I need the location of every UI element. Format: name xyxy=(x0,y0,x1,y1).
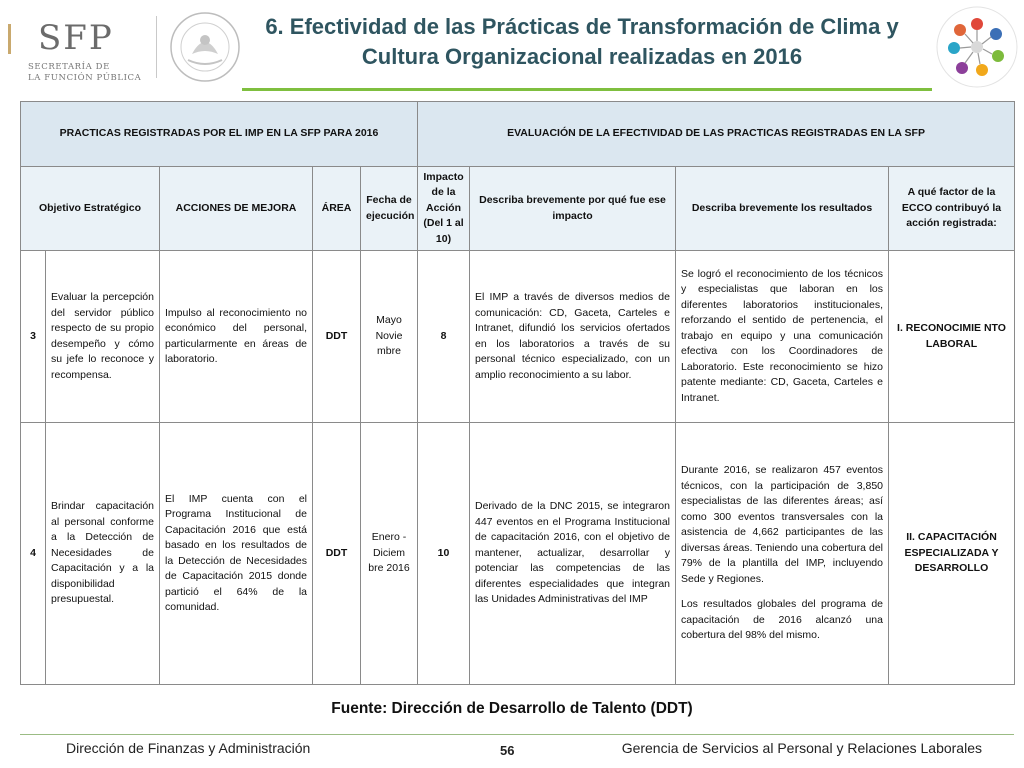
title-underline xyxy=(242,88,932,91)
row-fecha: Enero - Diciem bre 2016 xyxy=(361,423,418,685)
national-seal-icon xyxy=(168,10,242,84)
sfp-logo xyxy=(8,18,148,88)
row-resultados xyxy=(676,251,889,423)
col-header-acciones: ACCIONES DE MEJORA xyxy=(160,167,313,251)
row-factor: I. RECONOCIMIE NTO LABORAL xyxy=(889,251,1015,423)
column-header-row xyxy=(21,167,1015,251)
col-header-resultados: Describa brevemente los resultados xyxy=(676,167,889,251)
row-impacto: 10 xyxy=(418,423,470,685)
row-area: DDT xyxy=(313,251,361,423)
page-title xyxy=(262,12,902,72)
logo-accent xyxy=(8,24,33,54)
header-divider xyxy=(156,16,157,78)
footer-right: Gerencia de Servicios al Personal y Relaciones Laborales xyxy=(621,740,982,756)
row-number: 3 xyxy=(21,251,46,423)
row-objetivo: Evaluar la percepción del servidor público respecto de su propio desempeño y cómo su jefe lo reconoce y recompensa. xyxy=(46,251,160,423)
col-header-objetivo: Objetivo Estratégico xyxy=(21,167,160,251)
footer-divider xyxy=(20,734,1014,735)
col-header-area: ÁREA xyxy=(313,167,361,251)
logo-sub-line-2: LA FUNCIÓN PÚBLICA xyxy=(28,73,142,83)
col-header-impacto: Impacto de la Acción (Del 1 al 10) xyxy=(418,167,470,251)
row-fecha: Mayo Novie mbre xyxy=(361,251,418,423)
row-number: 4 xyxy=(21,423,46,685)
table-row xyxy=(21,423,1015,685)
logo-text: SFP xyxy=(38,18,114,58)
logo-sub-line-1: SECRETARÍA DE xyxy=(28,62,110,72)
group-header-right: EVALUACIÓN DE LA EFECTIVIDAD DE LAS PRACTICAS REGISTRADAS EN LA SFP xyxy=(418,102,1015,167)
row-porque: El IMP a través de diversos medios de comunicación: CD, Gaceta, Carteles e Intranet, difundió los servicios ofertados en los laboratorios a través de su personal técnico especializado, con un amplio reconocimiento a su labor. xyxy=(470,251,676,423)
row-resultados xyxy=(676,423,889,685)
row-area: DDT xyxy=(313,423,361,685)
row-objetivo: Brindar capacitación al personal conforme a la Detección de Necesidades de Capacitación y a la disponibilidad presupuestal. xyxy=(46,423,160,685)
row-acciones: El IMP cuenta con el Programa Institucional de Capacitación 2016 que está basado en los resultados de la Detección de Necesidades de Capacitación 2015 donde partició el 64% de la comunidad. xyxy=(160,423,313,685)
source-note: Fuente: Dirección de Desarrollo de Talento (DDT) xyxy=(331,700,693,717)
footer-left: Dirección de Finanzas y Administración xyxy=(66,740,311,756)
row-impacto: 8 xyxy=(418,251,470,423)
col-header-factor: A qué factor de la ECCO contribuyó la acción registrada: xyxy=(889,167,1015,251)
row-acciones: Impulso al reconocimiento no económico del personal, particularmente en áreas de laboratorio. xyxy=(160,251,313,423)
row-porque: Derivado de la DNC 2015, se integraron 447 eventos en el Programa Institucional de capacitación 2016, con el objetivo de mantener, actualizar, desarrollar y potenciar las competencias de las diferentes especialidades que integran las Unidades Administrativas del IMP xyxy=(470,423,676,685)
equality-norm-logo-icon xyxy=(932,2,1022,92)
row-resultados-text-2: Los resultados globales del programa de capacitación de 2016 alcanzó una cobertura del 98% del mismo. xyxy=(681,598,883,642)
row-factor: II. CAPACITACIÓN ESPECIALIZADA Y DESARROLLO xyxy=(889,423,1015,685)
page-number: 56 xyxy=(500,743,515,758)
row-resultados-text: Se logró el reconocimiento de los técnicos y especialistas que laboran en los diferentes laboratorios institucionales, reforzando el sentido de pertenencia, el trabajo en equipo y una comunicación efectiva con los Coordinadores de Laboratorio. Este reconocimiento se hizo patente mediante: CD, Gaceta, Carteles e Intranet. xyxy=(681,267,883,404)
col-header-fecha: Fecha de ejecución xyxy=(361,167,418,251)
paragraph-gap xyxy=(681,587,883,597)
logo-subtitle xyxy=(28,62,141,84)
col-header-porque: Describa brevemente por qué fue ese impacto xyxy=(470,167,676,251)
group-header-row xyxy=(21,102,1015,167)
title-line-2: Cultura Organizacional realizadas en 2016 xyxy=(361,44,803,69)
row-resultados-text: Durante 2016, se realizaron 457 eventos técnicos, con la participación de 3,850 especialistas de las diferentes áreas; así como 300 eventos transversales con la asistencia de 4,662 participantes de las diversas áreas. Teniendo una cobertura del 79% de la plantilla del IMP, incluyendo Sede y Regiones. xyxy=(681,464,883,585)
practices-table xyxy=(20,101,1015,685)
table-row xyxy=(21,251,1015,423)
title-line-1: 6. Efectividad de las Prácticas de Transformación de Clima y xyxy=(265,14,899,39)
group-header-left: PRACTICAS REGISTRADAS POR EL IMP EN LA SFP PARA 2016 xyxy=(21,102,418,167)
